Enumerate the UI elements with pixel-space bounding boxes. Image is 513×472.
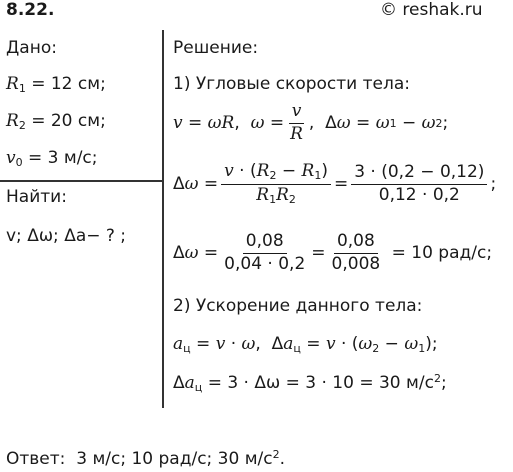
- find-items: v; Δω; Δa− ? ;: [6, 226, 127, 246]
- omega-formulas: v = ωR , ω = $\frac{v}{R}$ , Δ ω = ω 1 − ω 2 ;: [173, 101, 449, 144]
- given-v0: $v_0 = 3$ м/с;: [6, 148, 98, 169]
- given-title: Дано:: [6, 38, 57, 58]
- acceleration-calc: $\Delta a_ц = 3 \cdot \Delta\omega = 3 \cdot 10 = 30$ $м/с^2$;: [173, 372, 447, 394]
- given-r2: $R_2 = 20$ см;: [6, 111, 106, 132]
- solution-title: Решение:: [173, 38, 259, 58]
- find-title: Найти:: [6, 187, 67, 207]
- answer-line: Ответ: 3 м/с; 10 рад/с; 30 $м/с^2$.: [6, 448, 286, 469]
- horizontal-divider: [0, 180, 163, 182]
- delta-omega-formula: Δ ω = $\frac{v \cdot (R_2 - R_1)}{R_1R_2}$ = $\frac{3 \cdot (0,2 - 0,12)}{0,12 \cdot 0,2}$ ;: [173, 161, 497, 206]
- acceleration-formula: $a_ц = v \cdot \omega$, $\Delta a_ц = v \cdot (\omega_2 - \omega_1)$;: [173, 334, 438, 355]
- delta-omega-calc: Δ ω = $\frac{0,08}{0,04 \cdot 0,2}$ = $\frac{0,08}{0,008}$ = 10 рад/с;: [173, 231, 493, 274]
- vertical-divider: [162, 30, 164, 408]
- step1-title: 1) Угловые скорости тела:: [173, 74, 410, 94]
- problem-number: 8.22.: [6, 0, 55, 20]
- given-r1: $R_1 = 12$ см;: [6, 74, 106, 95]
- step2-title: 2) Ускорение данного тела:: [173, 296, 423, 316]
- watermark: © reshak.ru: [380, 0, 483, 20]
